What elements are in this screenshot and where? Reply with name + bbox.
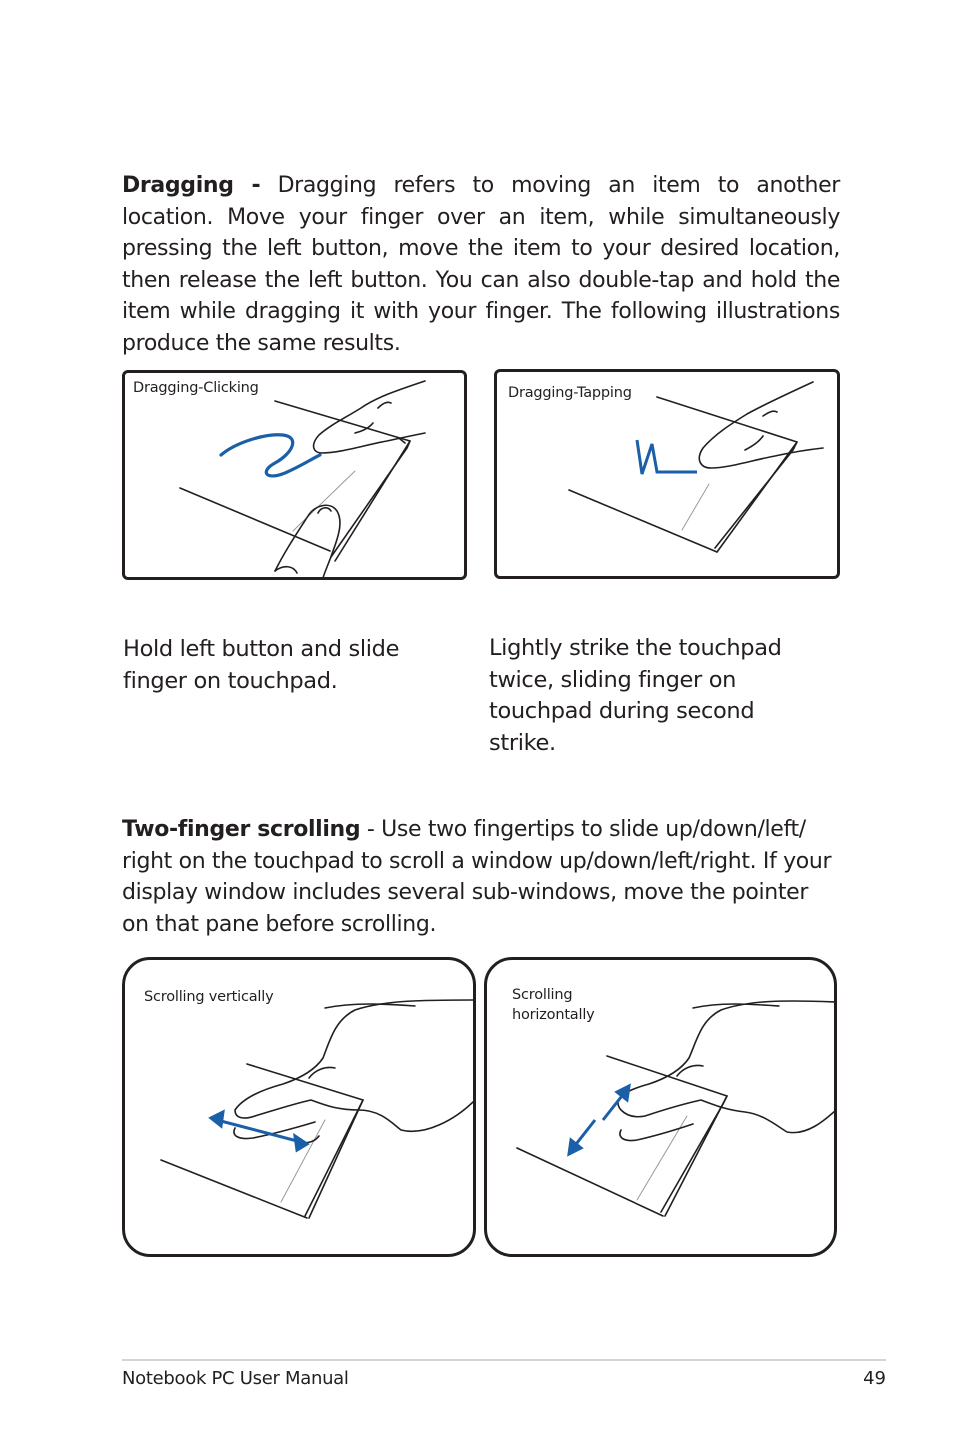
dragging-clicking-drawing: [125, 373, 467, 580]
footer-rule: [122, 1359, 886, 1361]
panel-label-drag-click: Dragging-Clicking: [133, 380, 259, 396]
dragging-paragraph: [122, 170, 840, 360]
caption-drag-click: Hold left button and slide finger on touchpad.: [123, 636, 400, 694]
scrolling-term: Two-finger scrolling: [122, 817, 361, 842]
panel-label-scroll-horizontal: Scrolling horizontally: [512, 987, 595, 1023]
scrolling-description: - Use two fingertips to slide up/down/left/ right on the touchpad to scroll a window up/down/left/right. If your display window includes several sub-windows, move the pointer on that pane before scrolling.: [122, 817, 832, 937]
footer-title: Notebook PC User Manual: [122, 1368, 349, 1389]
drag-path-line: [221, 435, 320, 476]
caption-drag-tap: Lightly strike the touchpad twice, sliding finger on touchpad during second strike.: [489, 635, 782, 756]
dragging-tapping-illustration: [494, 369, 840, 579]
scroll-horizontal-arrows: [569, 1086, 629, 1154]
scrolling-paragraph: [122, 814, 832, 940]
dragging-description: Dragging refers to moving an item to another location. Move your finger over an item, while simultaneously pressing the left button, move the item to your desired location, then release the left button. You can also double-tap and hold the item while dragging it with your finger. The following illustrations produce the same results.: [122, 173, 840, 356]
tap-path-line: [637, 440, 697, 474]
scrolling-horizontally-illustration: [484, 957, 837, 1257]
panel-label-scroll-vertical: Scrolling vertically: [144, 989, 274, 1005]
scrolling-vertically-illustration: [122, 957, 476, 1257]
dragging-clicking-illustration: [122, 370, 467, 580]
scroll-vertical-arrows: [211, 1112, 307, 1150]
page-number: 49: [863, 1368, 886, 1389]
dragging-term: Dragging -: [122, 173, 261, 198]
panel-label-drag-tap: Dragging-Tapping: [508, 385, 632, 401]
